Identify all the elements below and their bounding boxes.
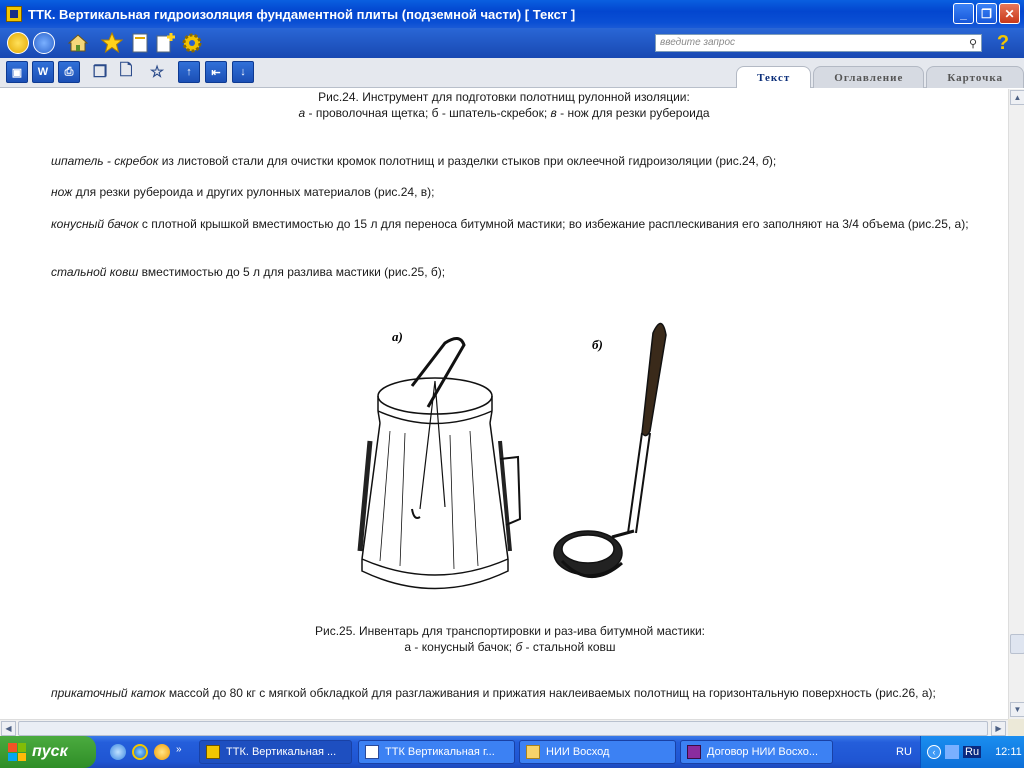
quicklaunch-overflow-icon[interactable]: » <box>176 744 182 755</box>
forward-button[interactable] <box>32 31 56 55</box>
arrow-left-icon: ⇤ <box>211 66 221 79</box>
figure-24-caption <box>0 89 1008 121</box>
folder-icon <box>526 745 540 759</box>
scroll-up-icon[interactable]: ▲ <box>1010 90 1024 105</box>
document-icon <box>130 32 150 54</box>
word-icon: W <box>37 66 49 78</box>
window-controls <box>953 3 1020 24</box>
export-word-button[interactable] <box>32 61 54 83</box>
search-input[interactable] <box>655 34 982 52</box>
scroll-corner <box>1008 719 1024 736</box>
scroll-left-icon[interactable]: ◀ <box>1 721 16 736</box>
taskbar-item-nii-voskhod[interactable]: НИИ Восход <box>519 740 676 764</box>
figure-25-caption-line2: а - конусный бачок; б - стальной ковш <box>404 640 616 654</box>
up-button[interactable] <box>178 61 200 83</box>
paragraph-knife: нож для резки рубероида и других рулонных материалов (рис.24, в); <box>51 185 435 199</box>
copy-button[interactable] <box>89 61 111 83</box>
tray-collapse-icon[interactable]: ‹ <box>927 745 941 759</box>
window-title: ТТК. Вертикальная гидроизоляция фундаментной плиты (подземной части) [ Текст ] <box>28 6 576 22</box>
language-indicator[interactable]: RU <box>896 746 912 758</box>
figure-25-caption <box>0 623 1008 655</box>
forward-arrow-icon <box>33 32 55 54</box>
windows-logo-icon <box>8 743 26 761</box>
tab-text[interactable]: Текст <box>736 66 811 88</box>
bookmark-button[interactable] <box>146 61 168 83</box>
clock: 12:11 <box>995 746 1022 758</box>
new-document-icon <box>155 32 177 54</box>
start-button[interactable] <box>0 736 96 768</box>
print-button[interactable] <box>58 61 80 83</box>
back-arrow-icon <box>7 32 29 54</box>
copy-icon: ❐ <box>92 64 108 81</box>
preview-button[interactable] <box>115 61 137 83</box>
ie-icon[interactable] <box>132 744 148 760</box>
tray-app-icon[interactable] <box>945 745 959 759</box>
search-placeholder: введите запрос <box>660 37 736 48</box>
save-button[interactable] <box>6 61 28 83</box>
minimize-button[interactable]: _ <box>953 3 974 24</box>
horizontal-scrollbar[interactable] <box>0 719 1008 736</box>
arrow-down-icon: ↓ <box>240 66 246 78</box>
search-icon[interactable]: ⚲ <box>968 38 977 50</box>
figure-24-caption-line1: Рис.24. Инструмент для подготовки полотнищ рулонной изоляции: <box>318 90 690 104</box>
tab-card[interactable]: Карточка <box>926 66 1024 88</box>
tray-lang[interactable]: Ru <box>965 746 980 758</box>
view-tabs <box>734 66 1024 88</box>
figure-25-label-a: а) <box>392 329 403 344</box>
horizontal-scroll-thumb[interactable] <box>18 721 988 736</box>
taskbar-item-ttk-2[interactable]: ТТК Вертикальная г... <box>358 740 515 764</box>
ladle-drawing <box>554 323 666 576</box>
figure-25-illustration <box>350 311 680 603</box>
scroll-right-icon[interactable]: ▶ <box>991 721 1006 736</box>
home-button[interactable] <box>66 31 90 55</box>
figure-25-label-b: б) <box>592 337 603 352</box>
figure-24-caption-line2: а - проволочная щетка; б - шпатель-скребок; в - нож для резки рубероида <box>298 106 710 120</box>
vertical-scroll-thumb[interactable] <box>1010 634 1024 654</box>
start-label: пуск <box>32 743 68 760</box>
preview-icon: 🗋 <box>119 61 133 79</box>
conical-tank-drawing <box>360 338 520 588</box>
help-icon[interactable]: ? <box>996 31 1010 54</box>
down-button[interactable] <box>232 61 254 83</box>
word-task-icon <box>365 745 379 759</box>
close-button[interactable]: ✕ <box>999 3 1020 24</box>
tab-contents[interactable]: Оглавление <box>813 66 924 88</box>
favorites-button[interactable] <box>100 31 124 55</box>
app-task-icon <box>206 745 220 759</box>
app-icon[interactable] <box>6 6 22 22</box>
home-icon <box>67 32 89 54</box>
paragraph-roller: прикаточный каток массой до 80 кг с мягкой обкладкой для разглаживания и прижатия наклеиваемых полотнищ на горизонтальную поверхность (рис.26, а); <box>51 686 936 700</box>
gear-icon <box>181 32 203 54</box>
maximize-button[interactable]: ❐ <box>976 3 997 24</box>
scroll-down-icon[interactable]: ▼ <box>1010 702 1024 717</box>
media-player-icon[interactable] <box>154 744 170 760</box>
archive-icon <box>687 745 701 759</box>
document-button[interactable] <box>128 31 152 55</box>
paragraph-tank: конусный бачок с плотной крышкой вместимостью до 15 л для переноса битумной мастики; во избежание расплескивания его заполняют на 3/4 объема (рис.25, а); <box>51 217 969 231</box>
go-to-button[interactable] <box>205 61 227 83</box>
new-document-button[interactable] <box>154 31 178 55</box>
document-content <box>0 89 1008 719</box>
settings-button[interactable] <box>180 31 204 55</box>
vertical-scrollbar[interactable] <box>1008 89 1024 719</box>
printer-icon: ⎙ <box>64 65 74 78</box>
arrow-up-icon: ↑ <box>186 66 192 78</box>
star-icon <box>101 32 123 54</box>
back-button[interactable] <box>6 31 30 55</box>
taskbar-item-contract[interactable]: Договор НИИ Восхо... <box>680 740 833 764</box>
paragraph-scraper: шпатель - скребок из листовой стали для очистки кромок полотнищ и разделки стыков при оклеечной гидроизоляции (рис.24, б); <box>51 154 777 168</box>
system-tray <box>920 736 1024 768</box>
quick-launch <box>110 744 182 760</box>
star-outline-icon: ☆ <box>149 64 165 81</box>
search-quicklaunch-icon[interactable] <box>110 744 126 760</box>
title-bar <box>0 0 1024 28</box>
save-icon: ▣ <box>11 66 23 79</box>
paragraph-ladle: стальной ковш вместимостью до 5 л для разлива мастики (рис.25, б); <box>51 265 446 279</box>
figure-25-caption-line1: Рис.25. Инвентарь для транспортировки и раз-ива битумной мастики: <box>314 624 705 638</box>
taskbar-item-ttk-1[interactable]: ТТК. Вертикальная ... <box>199 740 352 764</box>
